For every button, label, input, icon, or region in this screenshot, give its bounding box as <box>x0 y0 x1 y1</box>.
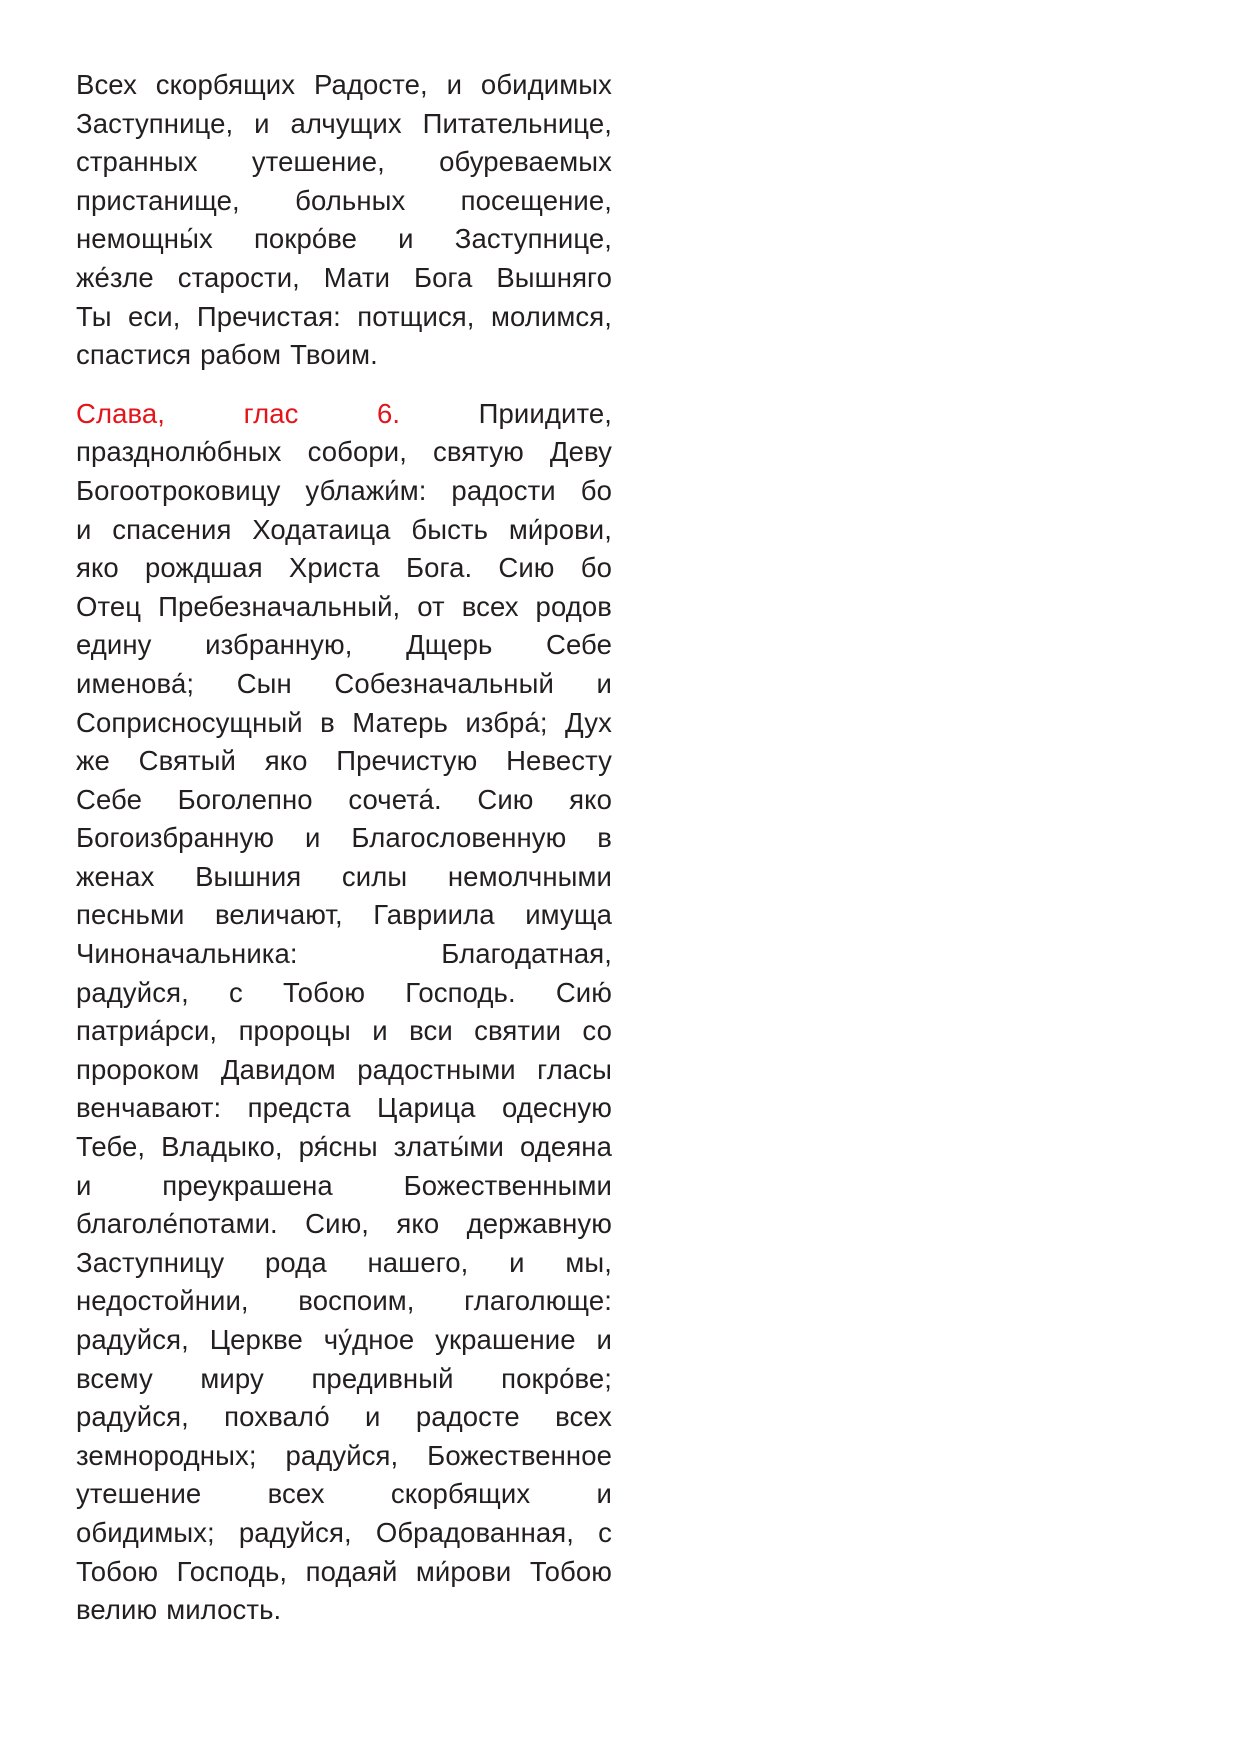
word: утешение <box>76 1478 202 1510</box>
word: Вышния <box>195 860 302 892</box>
word: в <box>597 822 612 854</box>
word: милость. <box>166 1594 282 1626</box>
word: обуреваемых <box>439 146 612 178</box>
word: едину <box>76 629 152 661</box>
word: спастися <box>76 339 192 371</box>
text-line <box>76 1089 612 1128</box>
text-line <box>76 1205 612 1244</box>
word: родов <box>535 590 612 622</box>
word: именова́; <box>76 667 195 699</box>
word: и <box>596 1324 612 1355</box>
word: собори, <box>307 436 407 468</box>
word: предста <box>247 1092 351 1124</box>
word: Вышняго <box>496 261 612 293</box>
text-line <box>76 472 612 511</box>
word: Владыко, <box>161 1131 283 1163</box>
word: радуйся, <box>238 1516 352 1548</box>
word: рабом <box>200 339 282 371</box>
word: пророцы <box>238 1015 351 1047</box>
word: избранную, <box>205 629 353 661</box>
word: украшение <box>435 1324 576 1355</box>
word: и <box>372 1015 388 1047</box>
word: и <box>398 223 414 255</box>
word: радосте <box>415 1401 520 1433</box>
text-line <box>76 259 612 298</box>
word: Деву <box>549 436 612 468</box>
word: Царица <box>377 1092 476 1124</box>
word: с <box>228 976 243 1008</box>
text-line <box>76 1282 612 1321</box>
word: избра́; <box>465 706 548 738</box>
word: одеяна <box>519 1131 612 1163</box>
word: всех <box>461 590 519 622</box>
text-line <box>76 1398 612 1437</box>
word: Благословенную <box>351 822 567 854</box>
word: скорбящих <box>155 69 296 100</box>
word: Божественное <box>427 1439 612 1471</box>
word: благоле́потами. <box>76 1208 278 1240</box>
word: покро́ве; <box>501 1362 612 1394</box>
word: и <box>596 1478 612 1510</box>
word: Заступнице, <box>454 223 612 255</box>
word: Питательнице, <box>422 107 612 139</box>
word: Матерь <box>352 706 448 738</box>
word: Гавриила <box>373 899 495 931</box>
word: Пребезначальный, <box>158 590 401 622</box>
word: предивный <box>311 1362 454 1394</box>
word: со <box>582 1015 612 1047</box>
text-line <box>76 781 612 820</box>
word: скорбящих <box>390 1478 531 1510</box>
text-line <box>76 1591 612 1630</box>
word: бысть <box>411 513 489 545</box>
word: песньми <box>76 899 185 931</box>
word: пророком <box>76 1053 200 1085</box>
word: Соприсносущный <box>76 706 303 738</box>
word: одесную <box>501 1092 612 1124</box>
word: Богоотроковицу <box>76 474 281 506</box>
word: Тобою <box>282 976 366 1008</box>
word: и <box>305 822 321 854</box>
word: Святый <box>138 745 236 777</box>
word: еси, <box>127 300 181 332</box>
text-line <box>76 433 612 472</box>
text-line <box>76 1437 612 1476</box>
word: и <box>254 107 270 139</box>
word: обидимых <box>480 69 612 100</box>
word: имуща <box>525 899 612 931</box>
word: Пречистая: <box>196 300 341 332</box>
word: Сию <box>477 783 534 815</box>
word: недостойнии, <box>76 1285 249 1317</box>
text-line <box>76 143 612 182</box>
word: яко <box>76 552 119 584</box>
word: Невесту <box>506 745 612 777</box>
word: яко <box>264 745 308 777</box>
word: Тобою <box>76 1555 159 1587</box>
text-line <box>76 336 612 375</box>
word: венчавают: <box>76 1092 222 1124</box>
word: Заступнице, <box>76 107 234 139</box>
word: Себе <box>545 629 612 661</box>
word: воспоим, <box>298 1285 415 1317</box>
word: и <box>509 1246 525 1278</box>
word: ря́сны <box>298 1131 378 1163</box>
text-line <box>76 819 612 858</box>
word: спасения <box>112 513 232 545</box>
word: Дщерь <box>406 629 493 661</box>
word: празднолю́бных <box>76 436 282 468</box>
word: Твоим. <box>290 339 378 371</box>
word: Давидом <box>220 1053 336 1085</box>
word: Бога. <box>406 552 473 584</box>
word: мы, <box>565 1246 612 1278</box>
text-line <box>76 66 612 105</box>
word: радуйся, <box>285 1439 399 1471</box>
text-line <box>76 182 612 221</box>
word: немолчными <box>447 860 612 892</box>
word: в <box>320 706 335 738</box>
word: патриа́рси, <box>76 1015 218 1047</box>
word: Всех <box>76 69 137 100</box>
word: и <box>76 1169 92 1201</box>
text-line <box>76 549 612 588</box>
word: Боголепно <box>177 783 313 815</box>
word: Церкве <box>209 1324 303 1355</box>
word: Приидите, <box>478 397 612 429</box>
word: радуйся, <box>76 1401 189 1433</box>
word: больных <box>295 184 406 216</box>
word: посещение, <box>460 184 612 216</box>
word: Господь, <box>176 1555 288 1587</box>
word: ублажи́м: <box>305 474 427 506</box>
word: Сию, <box>305 1208 370 1240</box>
word: подаяй <box>305 1555 398 1587</box>
word: радуйся, <box>76 1324 189 1355</box>
text-line <box>76 626 612 665</box>
word: Сын <box>236 667 292 699</box>
text-line <box>76 935 612 974</box>
word: с <box>598 1516 612 1548</box>
paragraph-prayer <box>76 66 612 375</box>
word: вси <box>409 1015 453 1047</box>
word: Отец <box>76 590 142 622</box>
word: похвало́ <box>224 1401 330 1433</box>
word: Обрадованная, <box>375 1516 574 1548</box>
word: земнородных; <box>76 1439 257 1471</box>
text-line <box>76 896 612 935</box>
word: утешение, <box>251 146 385 178</box>
word: Собезначальный <box>334 667 554 699</box>
word: Христа <box>288 552 380 584</box>
word: Заступницу <box>76 1246 225 1278</box>
word: чу́дное <box>323 1324 415 1355</box>
word: Чиноначальника: <box>76 938 298 970</box>
word: преукрашена <box>162 1169 333 1201</box>
word: женах <box>76 860 155 892</box>
word: от <box>417 590 445 622</box>
text-line <box>76 1475 612 1514</box>
text-line <box>76 220 612 259</box>
word: миру <box>200 1362 264 1394</box>
text-line <box>76 1360 612 1399</box>
word: яко <box>569 783 612 815</box>
text-line <box>76 395 612 434</box>
text-line <box>76 1128 612 1167</box>
text-line <box>76 974 612 1013</box>
word: Ты <box>76 300 112 332</box>
text-line <box>76 588 612 627</box>
word: Радосте, <box>313 69 428 100</box>
text-line <box>76 1553 612 1592</box>
word: Тебе, <box>76 1131 146 1163</box>
word: святии <box>474 1015 562 1047</box>
word: же́зле <box>76 261 154 293</box>
word: немощны́х <box>76 223 213 255</box>
word: Благодатная, <box>441 938 612 970</box>
rubric-word: 6. <box>377 397 401 429</box>
word: святую <box>433 436 524 468</box>
rubric-word: Слава, <box>76 397 166 429</box>
word: бо <box>580 552 612 584</box>
word: Сию <box>498 552 555 584</box>
word: рода <box>265 1246 327 1278</box>
word: сочета́. <box>348 783 442 815</box>
word: Тобою <box>529 1555 612 1587</box>
word: Богоизбранную <box>76 822 275 854</box>
word: златы́ми <box>393 1131 505 1163</box>
word: молимся, <box>490 300 612 332</box>
text-line <box>76 1012 612 1051</box>
word: Мати <box>323 261 391 293</box>
text-line <box>76 1051 612 1090</box>
word: нашего, <box>367 1246 469 1278</box>
text-line <box>76 858 612 897</box>
word: всех <box>267 1478 325 1510</box>
word: державную <box>466 1208 612 1240</box>
word: и <box>596 667 612 699</box>
word: и <box>446 69 463 100</box>
text-line <box>76 511 612 550</box>
word: и <box>365 1401 381 1433</box>
text-line <box>76 1244 612 1283</box>
word: радостными <box>357 1053 516 1085</box>
word: старости, <box>177 261 300 293</box>
text-line <box>76 665 612 704</box>
word: потщися, <box>357 300 475 332</box>
word: радуйся, <box>76 976 189 1008</box>
word: радости <box>451 474 556 506</box>
word: странных <box>76 146 198 178</box>
rubric-word: глас <box>243 397 299 429</box>
word: Сию́ <box>555 976 612 1008</box>
text-line <box>76 1321 612 1360</box>
text-line <box>76 1514 612 1553</box>
word: рождшая <box>145 552 263 584</box>
text-line <box>76 105 612 144</box>
word: Господь. <box>405 976 516 1008</box>
word: пристанище, <box>76 184 240 216</box>
word: всех <box>555 1401 612 1433</box>
word: Пречистую <box>336 745 478 777</box>
word: глаголюще: <box>464 1285 612 1317</box>
text-line <box>76 1167 612 1206</box>
word: Ходатаица <box>252 513 391 545</box>
word: яко <box>396 1208 440 1240</box>
word: бо <box>580 474 612 506</box>
paragraph-slava <box>76 395 612 1630</box>
word: Божественными <box>403 1169 612 1201</box>
word: силы <box>341 860 408 892</box>
word: же <box>76 745 110 777</box>
word: гласы <box>537 1053 612 1085</box>
word: величают, <box>214 899 343 931</box>
paragraph-spacer <box>76 375 612 395</box>
text-line <box>76 704 612 743</box>
word: и <box>76 513 92 545</box>
word: алчущих <box>290 107 402 139</box>
word: Бога <box>413 261 473 293</box>
word: велию <box>76 1594 158 1626</box>
text-column <box>76 66 612 1630</box>
word: всему <box>76 1362 153 1394</box>
text-line <box>76 742 612 781</box>
word: покро́ве <box>253 223 358 255</box>
word: Дух <box>564 706 612 738</box>
word: обидимых; <box>76 1516 215 1548</box>
text-line <box>76 298 612 337</box>
word: Себе <box>76 783 142 815</box>
word: ми́рови <box>415 1555 512 1587</box>
word: ми́рови, <box>508 513 612 545</box>
